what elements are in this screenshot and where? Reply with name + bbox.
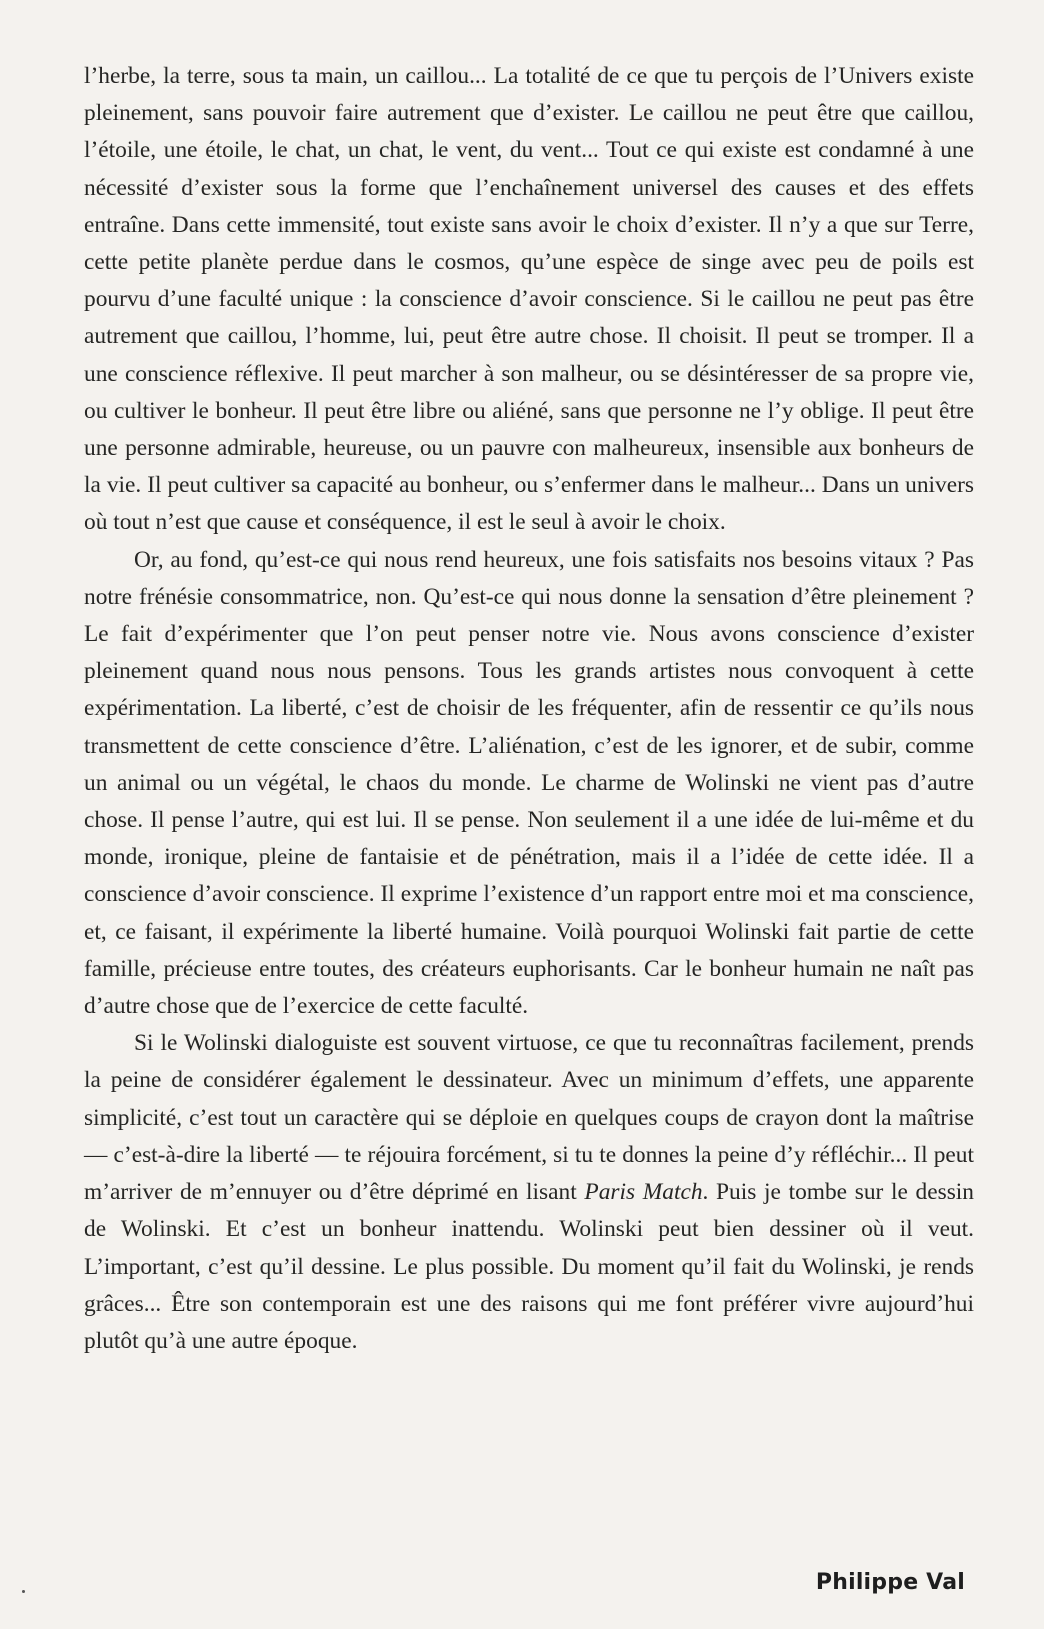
paragraph-3: [84, 1025, 974, 1360]
paragraph-3-magazine-title: Paris Match: [584, 1179, 703, 1206]
paragraph-3-text-before: Si le Wolinski dialoguiste est souvent virtuose, ce que tu reconnaîtras facilement, prends la peine de considérer également le dessinateur. Avec un minimum d’effets, une apparente simplicité, c’est tout un caractère qui se déploie en quelques coups de crayon dont la maîtrise — c’est-à-dire la liberté — te réjouira forcément, si tu te donnes la peine d’y réfléchir... Il peut m’arriver de m’ennuyer ou d’être déprimé en lisant: [84, 1030, 974, 1206]
article-body: [84, 58, 974, 1360]
paragraph-1: l’herbe, la terre, sous ta main, un caillou... La totalité de ce que tu perçois de l’Univers existe pleinement, sans pouvoir faire autrement que d’exister. Le caillou ne peut être que caillou, l’étoile, une étoile, le chat, un chat, le vent, du vent... Tout ce qui existe est condamné à une nécessité d’exister sous la forme que l’enchaînement universel des causes et des effets entraîne. Dans cette immensité, tout existe sans avoir le choix d’exister. Il n’y a que sur Terre, cette petite planète perdue dans le cosmos, qu’une espèce de singe avec peu de poils est pourvu d’une faculté unique : la conscience d’avoir conscience. Si le caillou ne peut pas être autrement que caillou, l’homme, lui, peut être autre chose. Il choisit. Il peut se tromper. Il a une conscience réflexive. Il peut marcher à son malheur, ou se désintéresser de sa propre vie, ou cultiver le bonheur. Il peut être libre ou aliéné, sans que personne ne l’y oblige. Il peut être une personne admirable, heureuse, ou un pauvre con malheureux, insensible aux bonheurs de la vie. Il peut cultiver sa capacité au bonheur, ou s’enfermer dans le malheur... Dans un univers où tout n’est que cause et conséquence, il est le seul à avoir le choix.: [84, 63, 974, 536]
paragraph-2: Or, au fond, qu’est-ce qui nous rend heureux, une fois satisfaits nos besoins vitaux ? Pas notre frénésie consommatrice, non. Qu’est-ce qui nous donne la sensation d’être pleinement ? Le fait d’expérimenter que l’on peut penser notre vie. Nous avons conscience d’exister pleinement quand nous nous pensons. Tous les grands artistes nous convoquent à cette expérimentation. La liberté, c’est de choisir de les fréquenter, afin de ressentir ce qu’ils nous transmettent de cette conscience d’être. L’aliénation, c’est de les ignorer, et de subir, comme un animal ou un végétal, le chaos du monde. Le charme de Wolinski ne vient pas d’autre chose. Il pense l’autre, qui est lui. Il se pense. Non seulement il a une idée de lui-même et du monde, ironique, pleine de fantaisie et de pénétration, mais il a l’idée de cette idée. Il a conscience d’avoir conscience. Il exprime l’existence d’un rapport entre moi et ma conscience, et, ce faisant, il expérimente la liberté humaine. Voilà pourquoi Wolinski fait partie de cette famille, précieuse entre toutes, des créateurs euphorisants. Car le bonheur humain ne naît pas d’autre chose que de l’exercice de cette faculté.: [84, 546, 974, 1020]
author-signature: Philippe Val: [815, 1570, 965, 1595]
paragraph-3-text-after: . Puis je tombe sur le dessin de Wolinski. Et c’est un bonheur inattendu. Wolinski peut bien dessiner où il veut. L’important, c’est qu’il dessine. Le plus possible. Du moment qu’il fait du Wolinski, je rends grâces... Être son contemporain est une des raisons qui me font préférer vivre aujourd’hui plutôt qu’à une autre époque.: [84, 1179, 975, 1354]
page-speck: [22, 1590, 25, 1593]
